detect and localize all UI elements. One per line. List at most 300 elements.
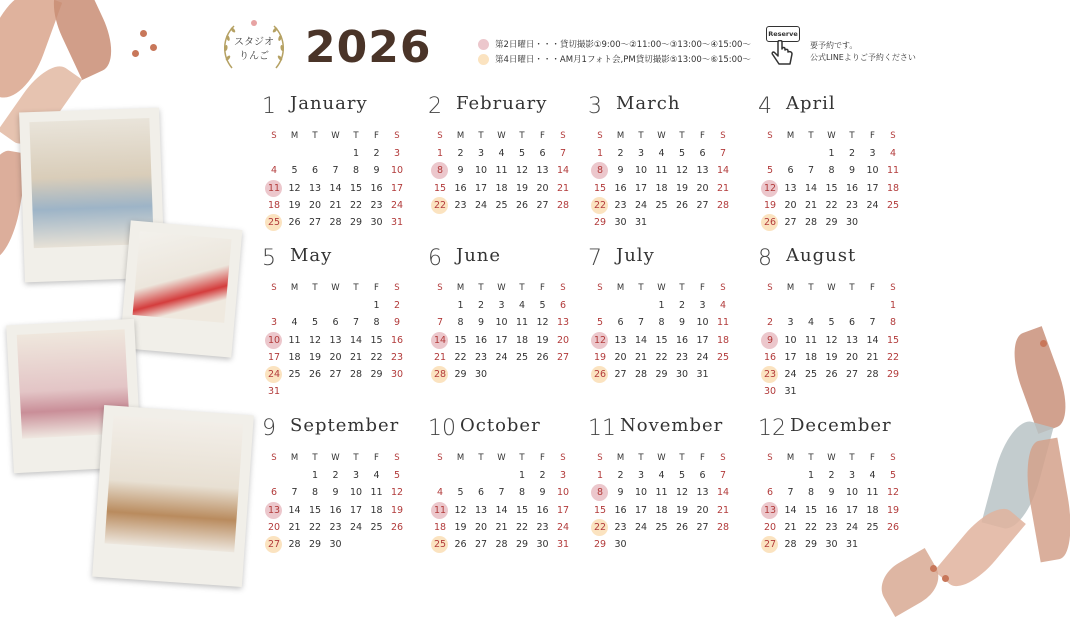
day-cell (713, 180, 733, 197)
day-cell (387, 502, 407, 519)
weekday-header: M (456, 131, 465, 141)
day-cell (590, 332, 610, 349)
day-number: 15 (308, 504, 322, 516)
day-number: 30 (675, 369, 689, 380)
day-number: 9 (678, 317, 686, 329)
day-cell (631, 214, 651, 231)
day-cell (631, 467, 651, 484)
day-cell (863, 145, 883, 162)
day-number: 12 (308, 334, 322, 346)
day-cell (631, 314, 651, 331)
day-number: 12 (288, 182, 301, 194)
day-cell (553, 332, 573, 349)
day-number: 24 (784, 369, 797, 380)
weekday-header: W (331, 283, 340, 293)
day-cell (693, 366, 713, 383)
day-cell (285, 214, 305, 231)
day-number: 7 (807, 165, 815, 177)
month-name: April (786, 93, 836, 114)
day-cell (863, 332, 883, 349)
day-cell (533, 197, 553, 214)
day-number: 16 (614, 182, 627, 194)
day-number: 17 (845, 504, 859, 516)
weekday-header: S (394, 283, 400, 293)
day-number: 4 (498, 148, 505, 160)
day-cell (326, 366, 346, 383)
day-number: 25 (433, 539, 447, 550)
day-number: 21 (288, 521, 301, 533)
day-number: 1 (518, 470, 526, 482)
day-cell (451, 332, 471, 349)
day-number: 23 (474, 351, 488, 363)
day-number: 10 (474, 165, 488, 177)
day-cell (590, 536, 610, 553)
weekday-header: S (597, 453, 603, 463)
day-cell (387, 197, 407, 214)
day-number: 11 (655, 487, 668, 499)
day-number: 24 (349, 521, 363, 533)
day-cell (367, 180, 387, 197)
day-number: 4 (270, 165, 278, 177)
day-number: 25 (495, 199, 508, 211)
day-cell (883, 519, 903, 536)
weekday-header: M (616, 453, 625, 463)
day-number: 28 (784, 539, 797, 550)
day-number: 2 (373, 148, 380, 160)
day-cell (533, 297, 553, 314)
day-cell (553, 145, 573, 162)
day-cell (822, 214, 842, 231)
day-cell (451, 366, 471, 383)
day-number: 13 (329, 334, 342, 346)
weekday-header: S (437, 131, 443, 141)
day-number: 2 (617, 470, 624, 482)
day-number: 25 (267, 217, 281, 228)
day-cell (822, 536, 842, 553)
day-cell (264, 484, 284, 501)
day-cell (760, 502, 780, 519)
day-number: 20 (614, 351, 627, 363)
day-number: 23 (370, 199, 383, 211)
day-cell (387, 366, 407, 383)
day-cell (801, 484, 821, 501)
day-number: 4 (518, 300, 526, 312)
day-number: 28 (866, 369, 879, 380)
day-cell (533, 180, 553, 197)
day-cell (760, 383, 780, 400)
day-number: 19 (308, 351, 322, 363)
legend-text: 第4日曜日・・・AM月1フォト会,PM貸切撮影⑤13:00〜⑥15:00〜 (495, 55, 751, 65)
day-number: 29 (655, 369, 668, 380)
day-number: 7 (332, 165, 339, 177)
day-number: 7 (352, 317, 360, 329)
berry-decoration (150, 44, 157, 51)
day-cell (611, 332, 631, 349)
day-cell (346, 366, 366, 383)
day-cell (471, 197, 491, 214)
day-number: 6 (787, 165, 794, 177)
month-march (588, 93, 740, 228)
day-cell (760, 332, 780, 349)
day-number: 12 (763, 182, 777, 194)
month-header (264, 246, 414, 280)
day-cell (430, 332, 450, 349)
day-number: 27 (845, 369, 859, 380)
day-number: 9 (828, 487, 835, 499)
day-cell (367, 314, 387, 331)
day-number: 16 (370, 182, 383, 194)
day-cell (512, 332, 532, 349)
day-cell (590, 162, 610, 179)
day-cell (264, 366, 284, 383)
day-cell (781, 502, 801, 519)
day-cell (713, 502, 733, 519)
day-cell (693, 519, 713, 536)
month-number: 1 (262, 94, 276, 119)
day-number: 6 (539, 148, 546, 160)
month-name: May (290, 245, 333, 266)
month-number: 8 (758, 246, 772, 271)
day-cell (533, 519, 553, 536)
day-number: 1 (373, 300, 380, 312)
day-cell (326, 467, 346, 484)
day-number: 24 (390, 199, 404, 211)
day-number: 16 (763, 351, 777, 363)
day-cell (801, 180, 821, 197)
day-cell (713, 332, 733, 349)
day-cell (285, 180, 305, 197)
day-cell (822, 332, 842, 349)
day-number: 14 (804, 182, 818, 194)
reserve-note-line-1: 要予約です。 (810, 41, 858, 50)
day-number: 30 (390, 369, 404, 380)
day-cell (430, 536, 450, 553)
day-cell (693, 145, 713, 162)
day-cell (492, 519, 512, 536)
day-number: 20 (536, 182, 549, 194)
day-cell (760, 180, 780, 197)
day-cell (713, 197, 733, 214)
day-number: 3 (637, 470, 645, 482)
weekday-header: S (560, 131, 566, 141)
day-number: 25 (655, 199, 668, 211)
day-number: 26 (515, 199, 529, 211)
day-cell (430, 484, 450, 501)
weekday-header: M (456, 453, 465, 463)
day-number: 20 (845, 351, 859, 363)
day-cell (883, 197, 903, 214)
year-title: 2026 (305, 22, 432, 73)
day-number: 5 (889, 470, 897, 482)
month-may (262, 245, 414, 398)
day-cell (264, 162, 284, 179)
day-number: 19 (675, 504, 689, 516)
month-name: July (616, 245, 655, 266)
day-number: 10 (267, 334, 281, 346)
day-number: 16 (675, 334, 689, 346)
day-cell (822, 145, 842, 162)
day-cell (883, 162, 903, 179)
day-cell (387, 519, 407, 536)
month-september (262, 415, 414, 550)
month-name: November (620, 415, 724, 436)
day-cell (652, 145, 672, 162)
month-december (758, 415, 910, 550)
day-cell (264, 349, 284, 366)
legend-fourth-sunday (478, 53, 751, 65)
day-number: 13 (536, 165, 549, 177)
day-number: 7 (719, 148, 727, 160)
day-cell (631, 162, 651, 179)
day-number: 17 (696, 334, 709, 346)
day-cell (305, 536, 325, 553)
day-number: 19 (675, 182, 689, 194)
day-number: 28 (349, 369, 363, 380)
day-number: 30 (845, 217, 859, 228)
day-cell (781, 349, 801, 366)
day-number: 14 (288, 504, 301, 516)
weekday-header: S (271, 283, 277, 293)
day-cell (492, 314, 512, 331)
day-cell (801, 536, 821, 553)
day-cell (553, 349, 573, 366)
day-number: 1 (596, 470, 604, 482)
day-number: 28 (556, 199, 570, 211)
day-cell (533, 502, 553, 519)
day-number: 29 (370, 369, 383, 380)
legend-text: 第2日曜日・・・貸切撮影①9:00〜②11:00〜③13:00〜④15:00〜 (495, 40, 751, 50)
day-number: 8 (596, 487, 604, 499)
day-number: 31 (267, 386, 281, 398)
photo-baby-bear (92, 405, 254, 587)
day-number: 9 (457, 165, 464, 177)
day-cell (652, 366, 672, 383)
day-cell (264, 536, 284, 553)
day-cell (305, 314, 325, 331)
day-cell (492, 536, 512, 553)
day-cell (492, 145, 512, 162)
day-number: 16 (474, 334, 488, 346)
day-cell (713, 349, 733, 366)
day-number: 5 (539, 300, 546, 312)
day-number: 15 (804, 504, 818, 516)
day-cell (842, 197, 862, 214)
day-cell (611, 366, 631, 383)
day-number: 31 (634, 217, 648, 228)
day-number: 6 (311, 165, 319, 177)
weekday-header: M (290, 453, 299, 463)
photo-baby-balloon (120, 220, 243, 357)
day-cell (367, 349, 387, 366)
day-number: 2 (617, 148, 624, 160)
day-cell (611, 214, 631, 231)
day-number: 3 (559, 470, 567, 482)
day-number: 12 (536, 317, 549, 329)
day-cell (492, 484, 512, 501)
day-cell (760, 214, 780, 231)
day-cell (611, 162, 631, 179)
day-number: 20 (784, 199, 797, 211)
month-name: December (790, 415, 892, 436)
weekday-header: M (786, 283, 795, 293)
day-cell (471, 145, 491, 162)
weekday-header: W (331, 131, 340, 141)
day-cell (553, 536, 573, 553)
day-number: 8 (352, 165, 360, 177)
day-cell (346, 519, 366, 536)
day-number: 18 (886, 182, 900, 194)
weekday-header: F (540, 283, 545, 293)
day-cell (842, 180, 862, 197)
month-name: January (290, 93, 368, 114)
day-cell (264, 502, 284, 519)
day-cell (590, 314, 610, 331)
day-cell (611, 180, 631, 197)
day-number: 19 (454, 521, 467, 533)
day-number: 17 (634, 504, 648, 516)
day-number: 15 (593, 504, 607, 516)
day-cell (590, 145, 610, 162)
day-cell (346, 349, 366, 366)
day-number: 19 (593, 351, 607, 363)
day-cell (430, 502, 450, 519)
day-number: 5 (518, 148, 526, 160)
day-cell (652, 502, 672, 519)
day-cell (346, 467, 366, 484)
day-cell (822, 162, 842, 179)
day-cell (326, 314, 346, 331)
day-cell (367, 502, 387, 519)
weekday-header: T (638, 453, 644, 463)
day-cell (451, 145, 471, 162)
berry-decoration (1040, 340, 1047, 347)
day-cell (760, 536, 780, 553)
day-cell (883, 502, 903, 519)
day-cell (822, 366, 842, 383)
day-cell (801, 314, 821, 331)
day-cell (451, 484, 471, 501)
day-number: 1 (889, 300, 897, 312)
weekday-header: T (808, 283, 814, 293)
day-number: 10 (495, 317, 508, 329)
day-number: 4 (436, 487, 444, 499)
day-number: 23 (845, 199, 859, 211)
day-number: 12 (675, 487, 689, 499)
day-number: 16 (329, 504, 342, 516)
day-cell (883, 366, 903, 383)
day-cell (693, 332, 713, 349)
day-cell (781, 332, 801, 349)
day-cell (693, 297, 713, 314)
day-number: 1 (828, 148, 835, 160)
day-number: 16 (614, 504, 627, 516)
day-cell (713, 519, 733, 536)
day-number: 5 (828, 317, 835, 329)
weekday-header: T (849, 453, 855, 463)
day-cell (367, 467, 387, 484)
day-cell (760, 484, 780, 501)
day-cell (672, 297, 692, 314)
day-cell (285, 314, 305, 331)
day-cell (326, 162, 346, 179)
weekday-header: M (616, 283, 625, 293)
day-number: 15 (886, 334, 900, 346)
day-cell (713, 145, 733, 162)
day-cell (367, 332, 387, 349)
day-number: 19 (390, 504, 404, 516)
day-cell (430, 314, 450, 331)
day-number: 14 (495, 504, 508, 516)
day-number: 20 (556, 334, 570, 346)
day-cell (492, 180, 512, 197)
day-cell (611, 467, 631, 484)
reserve-button[interactable] (766, 26, 800, 70)
month-june (428, 245, 580, 380)
day-number: 28 (804, 217, 818, 228)
day-cell (883, 180, 903, 197)
day-number: 21 (556, 182, 570, 194)
day-cell (346, 502, 366, 519)
weekday-header: F (700, 453, 705, 463)
day-cell (553, 467, 573, 484)
day-number: 3 (270, 317, 278, 329)
day-cell (842, 366, 862, 383)
day-cell (672, 349, 692, 366)
day-cell (305, 484, 325, 501)
day-cell (652, 297, 672, 314)
day-number: 22 (804, 521, 818, 533)
day-cell (430, 366, 450, 383)
day-cell (590, 349, 610, 366)
day-cell (451, 297, 471, 314)
weekday-header: S (720, 453, 726, 463)
day-cell (346, 180, 366, 197)
day-number: 2 (766, 317, 774, 329)
day-number: 23 (536, 521, 549, 533)
day-cell (492, 162, 512, 179)
day-number: 16 (536, 504, 549, 516)
weekday-header: F (870, 131, 875, 141)
weekday-header: S (394, 453, 400, 463)
day-cell (305, 519, 325, 536)
day-number: 26 (454, 539, 467, 550)
day-cell (346, 197, 366, 214)
legend-second-sunday (478, 38, 751, 50)
day-number: 23 (329, 521, 342, 533)
day-cell (512, 502, 532, 519)
day-cell (781, 383, 801, 400)
day-number: 22 (349, 199, 363, 211)
day-cell (842, 314, 862, 331)
day-number: 8 (518, 487, 526, 499)
day-cell (863, 162, 883, 179)
day-cell (842, 484, 862, 501)
day-cell (305, 214, 325, 231)
day-cell (863, 519, 883, 536)
day-cell (264, 214, 284, 231)
day-number: 8 (828, 165, 835, 177)
day-cell (760, 366, 780, 383)
weekday-header: T (353, 283, 359, 293)
leaf-decoration (1004, 326, 1070, 434)
day-cell (842, 502, 862, 519)
day-cell (533, 162, 553, 179)
weekday-header: S (767, 453, 773, 463)
day-number: 2 (457, 148, 464, 160)
day-cell (631, 502, 651, 519)
day-cell (590, 214, 610, 231)
day-cell (652, 484, 672, 501)
